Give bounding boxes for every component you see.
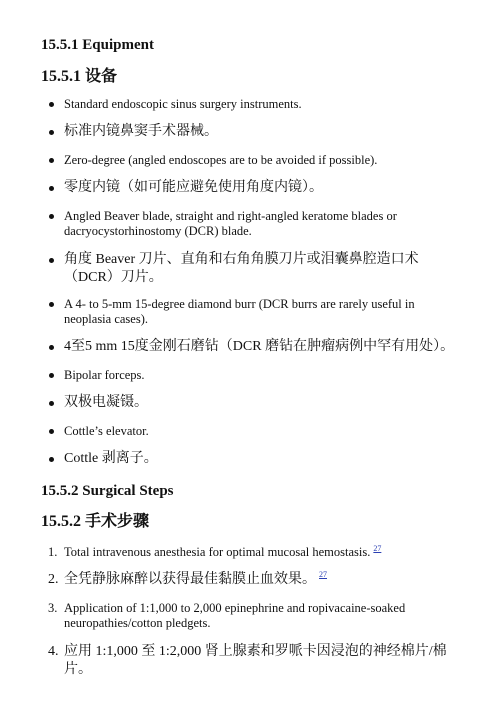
bullet-icon xyxy=(49,130,54,135)
step-number: 4. xyxy=(48,644,59,659)
bullet-icon xyxy=(49,345,54,350)
step-number: 1. xyxy=(48,545,58,559)
bullet-icon xyxy=(49,158,54,163)
section-heading-steps-zh: 15.5.2 手术步骤 xyxy=(41,513,150,530)
list-item: Cottle’s elevator. xyxy=(64,424,149,438)
bullet-icon xyxy=(49,302,54,307)
bullet-icon xyxy=(49,401,54,406)
bullet-icon xyxy=(49,258,54,263)
bullet-icon xyxy=(49,214,54,219)
list-item: 零度内镜（如可能应避免使用角度内镜）。 xyxy=(64,180,323,195)
section-heading-steps-en: 15.5.2 Surgical Steps xyxy=(41,483,174,499)
list-item: 双极电凝镊。 xyxy=(64,395,148,410)
list-item: Zero-degree (angled endoscopes are to be avoided if possible). xyxy=(64,153,378,167)
section-heading-equipment-en: 15.5.1 Equipment xyxy=(41,37,154,53)
step-item: 应用 1:1,000 至 1:2,000 肾上腺素和罗哌卡因浸泡的神经棉片/棉片。 xyxy=(64,644,447,677)
list-item: 标准内镜鼻窦手术器械。 xyxy=(64,124,218,139)
list-item: Bipolar forceps. xyxy=(64,368,145,382)
step-number: 2. xyxy=(48,572,59,587)
step-text: Total intravenous anesthesia for optimal mucosal hemostasis. xyxy=(64,545,371,559)
list-item: Standard endoscopic sinus surgery instruments. xyxy=(64,97,302,111)
step-item xyxy=(64,545,464,560)
reference-link[interactable]: 27 xyxy=(319,570,327,580)
list-item: 4至5 mm 15度金刚石磨钻（DCR 磨钻在肿瘤病例中罕有用处）。 xyxy=(64,339,455,354)
step-text: 全凭静脉麻醉以获得最佳黏膜止血效果。 xyxy=(64,572,316,587)
bullet-icon xyxy=(49,186,54,191)
list-item: 角度 Beaver 刀片、直角和右角角膜刀片或泪囊鼻腔造口术（DCR）刀片。 xyxy=(64,252,419,285)
bullet-icon xyxy=(49,373,54,378)
reference-link[interactable]: 27 xyxy=(373,543,382,553)
list-item: Cottle 剥离子。 xyxy=(64,451,158,466)
list-item: A 4- to 5-mm 15-degree diamond burr (DCR burrs are rarely useful in neoplasia cases). xyxy=(64,297,415,326)
step-item: Application of 1:1,000 to 2,000 epinephrine and ropivacaine-soaked neuropathies/cotton pledgets. xyxy=(64,601,406,630)
list-item: Angled Beaver blade, straight and right-angled keratome blades or dacryocystorhinostomy (DCR) blade. xyxy=(64,209,397,238)
bullet-icon xyxy=(49,102,54,107)
section-heading-equipment-zh: 15.5.1 设备 xyxy=(41,68,118,85)
bullet-icon xyxy=(49,457,54,462)
step-item xyxy=(64,571,464,589)
step-number: 3. xyxy=(48,601,58,615)
bullet-icon xyxy=(49,429,54,434)
